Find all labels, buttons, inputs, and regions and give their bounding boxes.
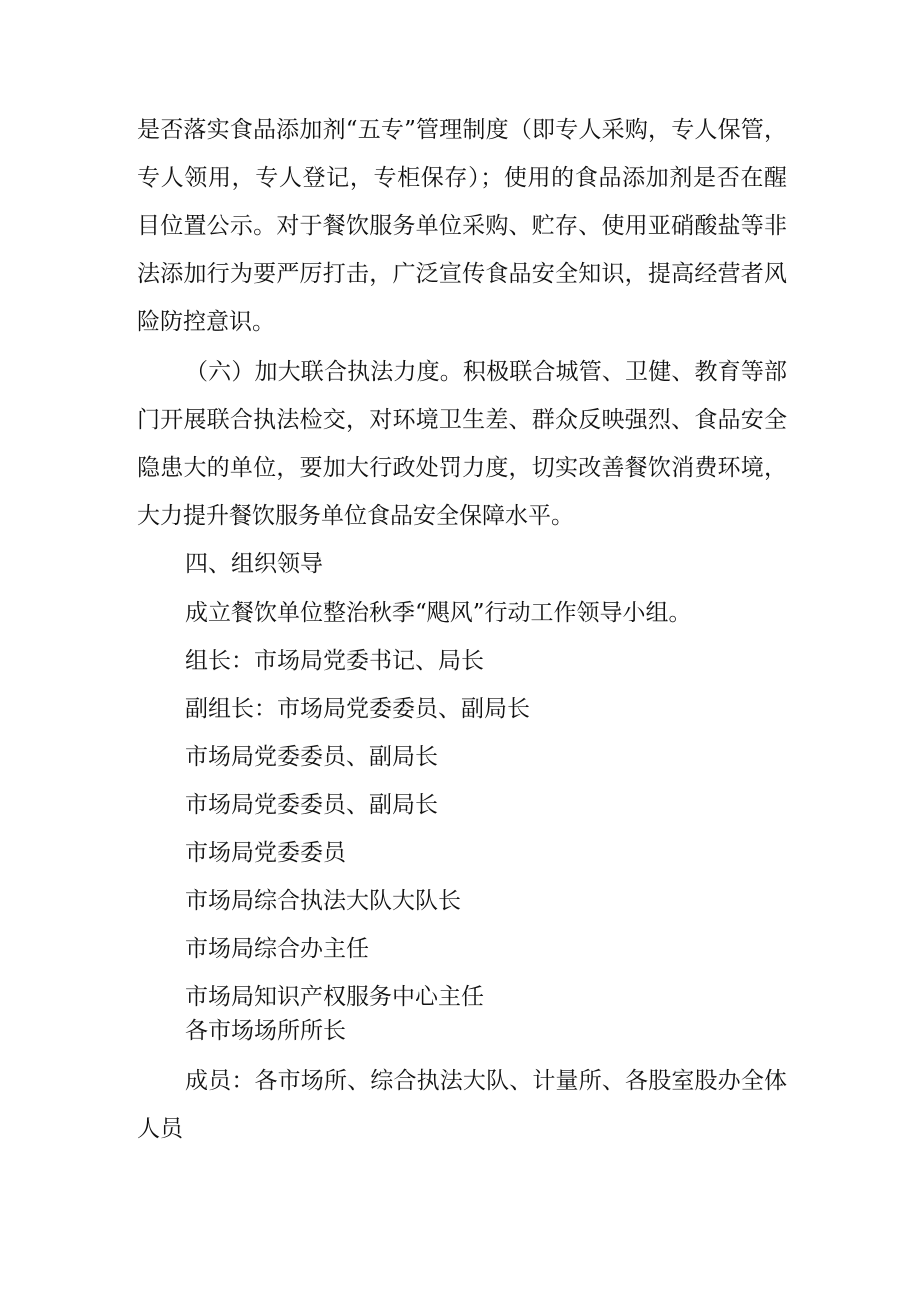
paragraph-line: 目位置公示。对于餐饮服务单位采购、贮存、使用亚硝酸盐等非: [137, 213, 787, 239]
paragraph-line: （六）加大联合执法力度。积极联合城管、卫健、教育等部: [185, 359, 787, 385]
leader-line: 组长：市场局党委书记、局长: [185, 648, 484, 674]
paragraph-line: 大力提升餐饮服务单位食品安全保障水平。: [137, 503, 574, 529]
members-line: 人员: [137, 1116, 183, 1142]
deputy-line: 市场局党委委员、副局长: [185, 792, 438, 818]
paragraph-line: 隐患大的单位，要加大行政处罚力度，切实改善餐饮消费环境，: [137, 455, 787, 481]
deputy-line: 市场局综合执法大队大队长: [185, 888, 461, 914]
deputy-line: 各市场场所所长: [185, 1018, 346, 1044]
deputy-line: 市场局综合办主任: [185, 936, 369, 962]
paragraph-line: 门开展联合执法检交，对环境卫生差、群众反映强烈、食品安全: [137, 407, 787, 433]
deputy-line: 市场局党委委员: [185, 840, 346, 866]
deputy-leader-line: 副组长：市场局党委委员、副局长: [185, 696, 530, 722]
deputy-line: 市场局知识产权服务中心主任: [185, 984, 484, 1010]
intro-line: 成立餐饮单位整治秋季“飓风”行动工作领导小组。: [185, 600, 692, 626]
deputy-line: 市场局党委委员、副局长: [185, 744, 438, 770]
section-heading: 四、组织领导: [185, 551, 323, 577]
paragraph-line: 险防控意识。: [137, 309, 275, 335]
members-line: 成员：各市场所、综合执法大队、计量所、各股室股办全体: [185, 1068, 787, 1094]
paragraph-line: 是否落实食品添加剂“五专”管理制度（即专人采购，专人保管，: [137, 117, 787, 143]
paragraph-line: 法添加行为要严厉打击，广泛宣传食品安全知识，提高经营者风: [137, 261, 787, 287]
paragraph-line: 专人领用，专人登记，专柜保存）；使用的食品添加剂是否在醒: [137, 165, 787, 191]
